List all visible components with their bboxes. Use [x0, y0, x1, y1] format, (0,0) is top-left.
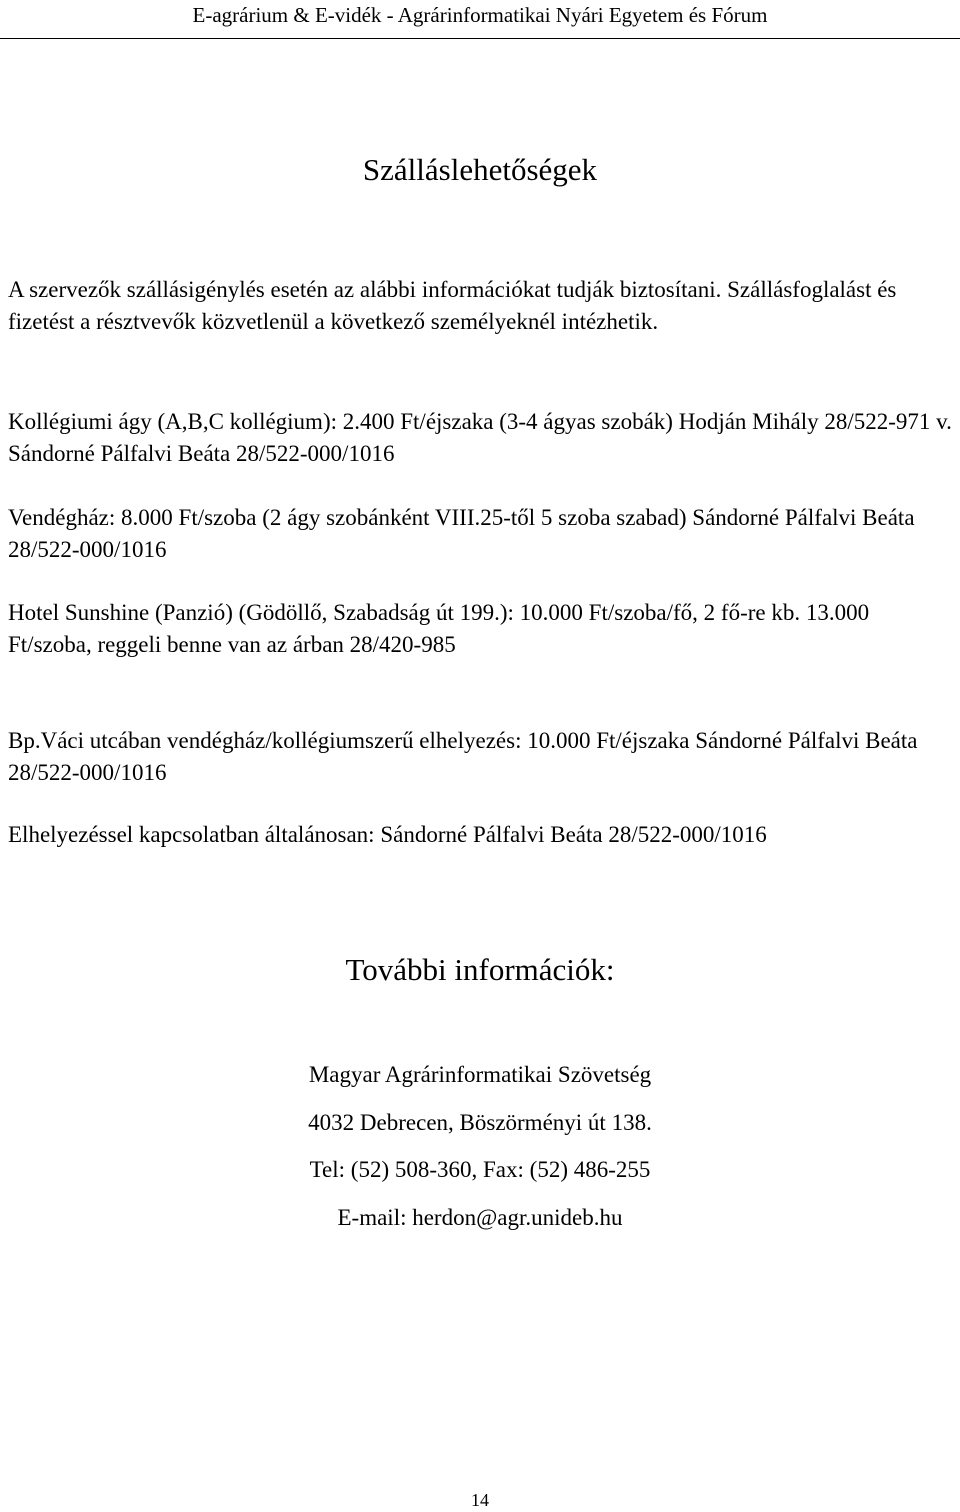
option-hotel-sunshine: Hotel Sunshine (Panzió) (Gödöllő, Szabadság út 199.): 10.000 Ft/szoba/fő, 2 fő-re kb. 13.000 Ft/szoba, reggeli benne van az árban 28/420-985 — [8, 600, 870, 657]
organization-email: E-mail: herdon@agr.unideb.hu — [337, 1205, 623, 1230]
organization-name: Magyar Agrárinformatikai Szövetség — [308, 1062, 652, 1087]
option-guesthouse: Vendégház: 8.000 Ft/szoba (2 ágy szobánként VIII.25-től 5 szoba szabad) Sándorné Pálfalvi Beáta 28/522-000/1016 — [8, 505, 915, 562]
option-budapest-vaci: Bp.Váci utcában vendégház/kollégiumszerű elhelyezés: 10.000 Ft/éjszaka Sándorné Pálfalvi Beáta 28/522-000/1016 — [8, 728, 918, 785]
page-number: 14 — [471, 1490, 489, 1510]
option-dormitory: Kollégiumi ágy (A,B,C kollégium): 2.400 Ft/éjszaka (3-4 ágyas szobák) Hodján Mihály 28/522-971 v. Sándorné Pálfalvi Beáta 28/522-000/1016 — [8, 409, 952, 466]
accommodation-heading: Szálláslehetőségek — [362, 152, 598, 187]
general-contact: Elhelyezéssel kapcsolatban általánosan: Sándorné Pálfalvi Beáta 28/522-000/1016 — [8, 822, 767, 847]
more-info-heading: További információk: — [345, 952, 615, 987]
organization-address: 4032 Debrecen, Böszörményi út 138. — [308, 1110, 652, 1135]
intro-paragraph: A szervezők szállásigénylés esetén az alábbi információkat tudják biztosítani. Szállásfoglalást és fizetést a résztvevők közvetlenül a következő személyeknél intézhetik. — [8, 277, 897, 334]
organization-phone-fax: Tel: (52) 508-360, Fax: (52) 486-255 — [309, 1157, 651, 1182]
running-header-title: E-agrárium & E-vidék - Agrárinformatikai Nyári Egyetem és Fórum — [192, 3, 768, 27]
running-header — [0, 0, 960, 39]
